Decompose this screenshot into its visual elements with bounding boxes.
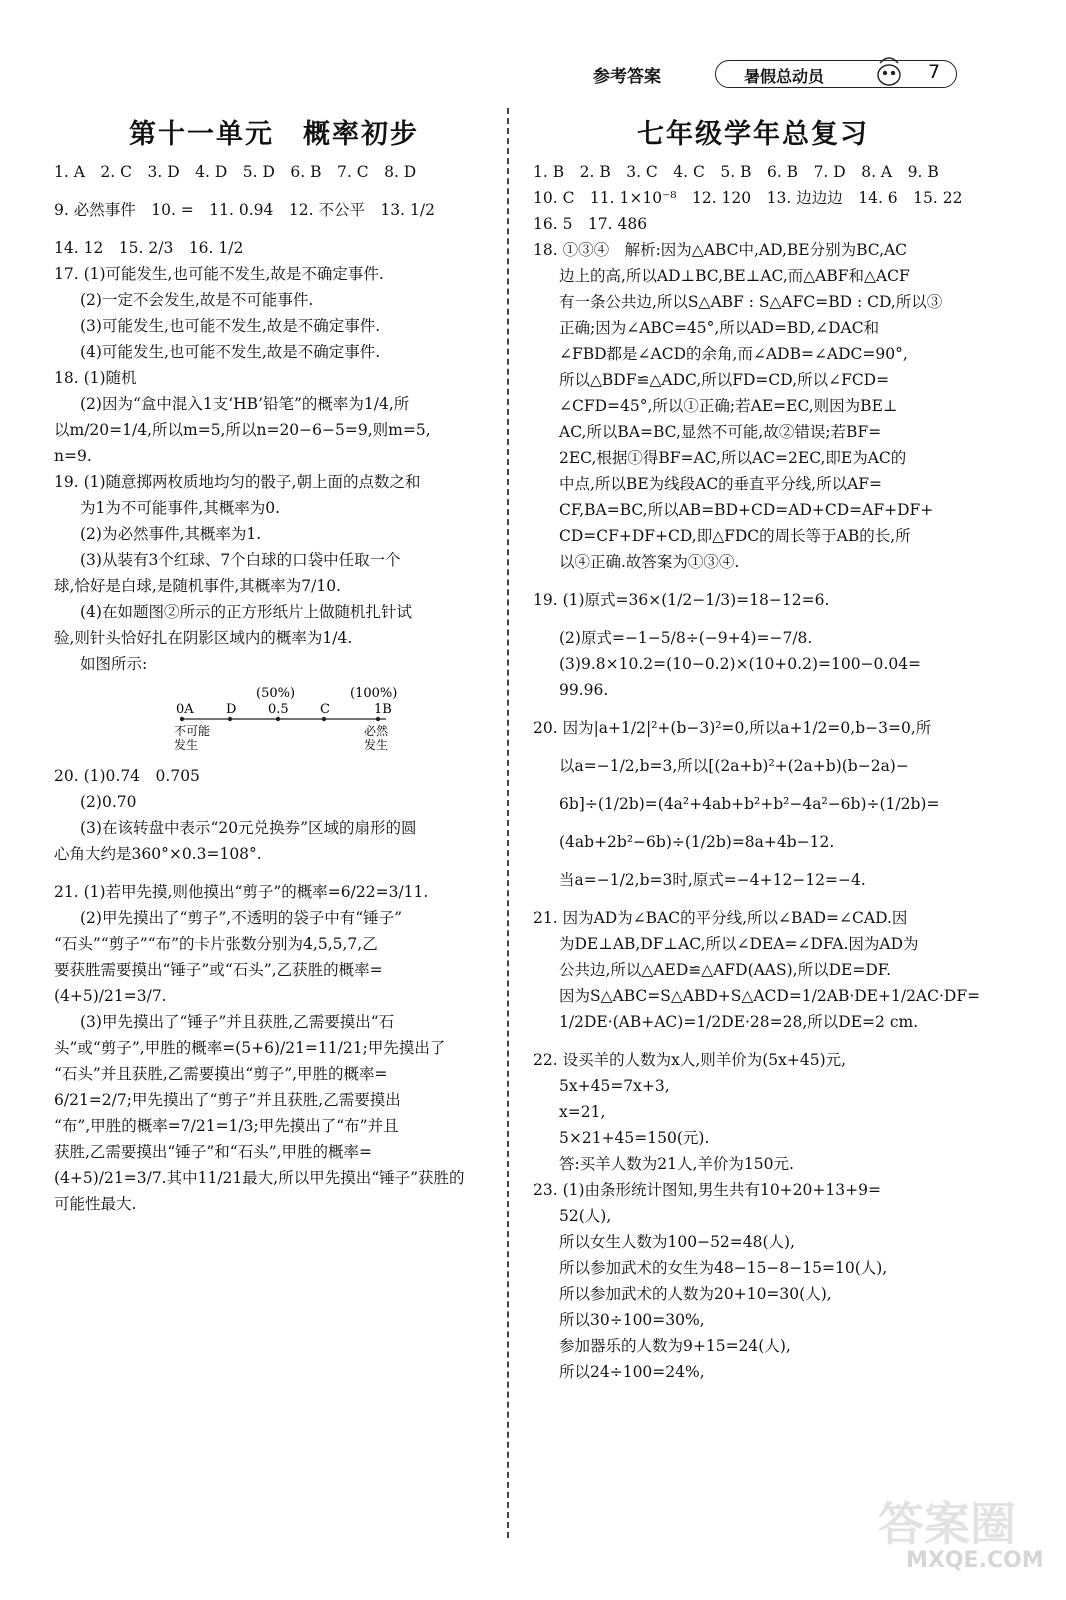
numline-point-label: 0.5 [268,702,289,717]
answer-line: 有一条公共边,所以S△ABF : S△AFC=BD : CD,所以③ [559,293,943,311]
answer-line: AC,所以BA=BC,显然不可能,故②错误;若BF= [559,423,882,441]
numline-point [322,717,326,721]
answer-line: 22. 设买羊的人数为x人,则羊价为(5x+45)元, [533,1051,847,1069]
answer-line: x=21, [559,1103,606,1121]
answer-line: 18. (1)随机 [54,369,137,387]
answer-line: 以a=−1/2,b=3,所以[(2a+b)²+(2a+b)(b−2a)− [559,757,909,775]
answer-line: 所以30÷100=30%, [559,1311,705,1329]
numline-point [376,717,380,721]
answer-line: 1. B 2. B 3. C 4. C 5. B 6. B 7. D 8. A 9. B [533,163,939,181]
numline-top-label: (50%) [256,686,296,701]
answer-line: 5x+45=7x+3, [559,1077,670,1095]
answer-line: 为DE⊥AB,DF⊥AC,所以∠DEA=∠DFA.因为AD为 [559,935,919,953]
answer-line: “石头”并且获胜,乙需要摸出“剪子”,甲胜的概率= [54,1065,388,1083]
right-column [533,112,981,1385]
answer-line: (3)甲先摸出了“锤子”并且获胜,乙需要摸出“石 [80,1013,395,1031]
answer-line: (4+5)/21=3/7.其中11/21最大,所以甲先摸出“锤子”获胜的 [54,1169,465,1187]
answer-line: 所以△BDF≌△ADC,所以FD=CD,所以∠FCD= [559,371,890,389]
answer-line: 21. 因为AD为∠BAC的平分线,所以∠BAD=∠CAD.因 [533,909,908,927]
answer-line: 以④正确.故答案为①③④. [559,553,740,571]
answer-line: (2)0.70 [80,793,137,811]
numline-top-label: (100%) [350,686,398,701]
answer-line: 19. (1)原式=36×(1/2−1/3)=18−12=6. [533,591,830,609]
answer-line: (2)原式=−1−5/8÷(−9+4)=−7/8. [559,629,813,647]
numline-point-label: 0A [176,702,194,717]
page-number: 7 [928,61,941,83]
answer-line: (2)为必然事件,其概率为1. [80,525,262,543]
answer-line: 6b]÷(1/2b)=(4a²+4ab+b²+b²−4a²−6b)÷(1/2b)= [559,795,940,813]
numline-point-label: D [226,702,237,717]
answer-line: 1/2DE·(AB+AC)=1/2DE·28=28,所以DE=2 cm. [559,1013,919,1031]
answer-line: 9. 必然事件 10. = 11. 0.94 12. 不公平 13. 1/2 [54,201,435,219]
answer-line: n=9. [54,447,92,465]
answer-line: 20. (1)0.74 0.705 [54,767,200,785]
answer-line: 答:买羊人数为21人,羊价为150元. [559,1155,794,1173]
answer-line: 1. A 2. C 3. D 4. D 5. D 6. B 7. C 8. D [54,163,417,181]
left-column [54,112,494,1217]
header-ref-label: 参考答案 [593,67,661,87]
answer-line: 2EC,根据①得BF=AC,所以AC=2EC,即E为AC的 [559,449,907,467]
answer-line: 23. (1)由条形统计图知,男生共有10+20+13+9= [533,1181,881,1199]
numline-bottom-label: 发生 [364,738,389,751]
numline-bottom-label: 必然 [364,724,389,738]
answer-line: 所以24÷100=24%, [559,1363,705,1381]
answer-line: 参加器乐的人数为9+15=24(人), [559,1337,791,1355]
answer-line: (3)从装有3个红球、7个白球的口袋中任取一个 [80,551,401,569]
answer-line: 如图所示: [80,655,148,673]
answer-line: (3)可能发生,也可能不发生,故是不确定事件. [80,317,381,335]
answer-line: 17. (1)可能发生,也可能不发生,故是不确定事件. [54,265,384,283]
owl-icon [872,55,906,89]
column-divider [507,108,509,1538]
answer-line: 因为S△ABC=S△ABD+S△ACD=1/2AB·DE+1/2AC·DF= [559,987,981,1005]
answer-line: (4)可能发生,也可能不发生,故是不确定事件. [80,343,381,361]
answer-line: 球,恰好是白球,是随机事件,其概率为7/10. [54,577,342,595]
numline-bottom-label: 不可能 [174,724,211,738]
answer-line: 心角大约是360°×0.3=108°. [54,845,262,863]
answer-line: 验,则针头恰好扎在阴影区域内的概率为1/4. [54,629,353,647]
answer-line: 52(人), [559,1207,612,1225]
answer-line: “布”,甲胜的概率=7/21=1/3;甲先摸出了“布”并且 [54,1117,399,1135]
answer-line: (4)在如题图②所示的正方形纸片上做随机扎针试 [80,603,412,621]
answer-line: 要获胜需要摸出“锤子”或“石头”,乙获胜的概率= [54,961,383,979]
numline-point [228,717,232,721]
number-line-diagram [174,685,414,751]
answer-line: “石头”“剪子”“布”的卡片张数分别为4,5,5,7,乙 [54,935,378,953]
answer-line: 获胜,乙需要摸出“锤子”和“石头”,甲胜的概率= [54,1143,373,1161]
answer-line: 当a=−1/2,b=3时,原式=−4+12−12=−4. [559,871,866,889]
page-header [560,58,1000,92]
answer-line: 16. 5 17. 486 [533,215,648,233]
numline-point-label: 1B [374,702,392,717]
answer-line: (2)因为“盒中混入1支‘HB’铅笔”的概率为1/4,所 [80,395,410,413]
answer-line: 正确;因为∠ABC=45°,所以AD=BD,∠DAC和 [559,319,880,337]
header-series-pill [715,60,957,88]
answer-line: (4ab+2b²−6b)÷(1/2b)=8a+4b−12. [559,833,835,851]
answer-line: 公共边,所以△AED≌△AFD(AAS),所以DE=DF. [559,961,892,979]
answer-line: CD=CF+DF+CD,即△FDC的周长等于AB的长,所 [559,527,911,545]
answer-line: CF,BA=BC,所以AB=BD+CD=AD+CD=AF+DF+ [559,501,934,519]
answer-line: 20. 因为|a+1/2|²+(b−3)²=0,所以a+1/2=0,b−3=0,所 [533,719,932,737]
numline-bottom-label: 发生 [174,738,199,751]
answer-line: (2)甲先摸出了“剪子”,不透明的袋子中有“锤子” [80,909,403,927]
watermark-url: MXQE.COM [906,1548,1044,1573]
answer-line: ∠CFD=45°,所以①正确;若AE=EC,则因为BE⊥ [559,397,898,415]
answer-line: 所以女生人数为100−52=48(人), [559,1233,796,1251]
answer-line: 5×21+45=150(元). [559,1129,710,1147]
answer-line: 头”或“剪子”,甲胜的概率=(5+6)/21=11/21;甲先摸出了 [54,1039,446,1057]
answer-line: (4+5)/21=3/7. [54,987,167,1005]
answer-line: 18. ①③④ 解析:因为△ABC中,AD,BE分别为BC,AC [533,241,908,259]
answer-line: 以m/20=1/4,所以m=5,所以n=20−6−5=9,则m=5, [54,421,431,439]
answer-line: 99.96. [559,681,609,699]
left-section-title: 第十一单元 概率初步 [129,119,419,150]
numline-point [276,717,280,721]
right-section-title: 七年级学年总复习 [637,119,869,150]
answer-line: 6/21=2/7;甲先摸出了“剪子”并且获胜,乙需要摸出 [54,1091,401,1109]
answer-line: 中点,所以BE为线段AC的垂直平分线,所以AF= [559,475,883,493]
answer-line: (3)在该转盘中表示“20元兑换券”区域的扇形的圆 [80,819,417,837]
answer-line: 可能性最大. [54,1195,137,1213]
answer-line: 为1为不可能事件,其概率为0. [80,499,281,517]
answer-line: 所以参加武术的人数为20+10=30(人), [559,1285,832,1303]
answer-line: 边上的高,所以AD⊥BC,BE⊥AC,而△ABF和△ACF [559,267,910,285]
answer-line: (3)9.8×10.2=(10−0.2)×(10+0.2)=100−0.04= [559,655,922,673]
numline-point [180,717,184,721]
numline-point-label: C [320,702,330,717]
watermark-logo: 答案圈 [878,1497,1016,1551]
answer-line: ∠FBD都是∠ACD的余角,而∠ADB=∠ADC=90°, [559,345,908,363]
answer-line: 19. (1)随意掷两枚质地均匀的骰子,朝上面的点数之和 [54,473,421,491]
answer-line: 14. 12 15. 2/3 16. 1/2 [54,239,244,257]
header-series-label: 暑假总动员 [744,67,825,86]
answer-line: (2)一定不会发生,故是不可能事件. [80,291,314,309]
answer-line: 21. (1)若甲先摸,则他摸出“剪子”的概率=6/22=3/11. [54,883,429,901]
answer-line: 10. C 11. 1×10⁻⁸ 12. 120 13. 边边边 14. 6 15. 22 [533,189,963,207]
answer-line: 所以参加武术的女生为48−15−8−15=10(人), [559,1259,888,1277]
